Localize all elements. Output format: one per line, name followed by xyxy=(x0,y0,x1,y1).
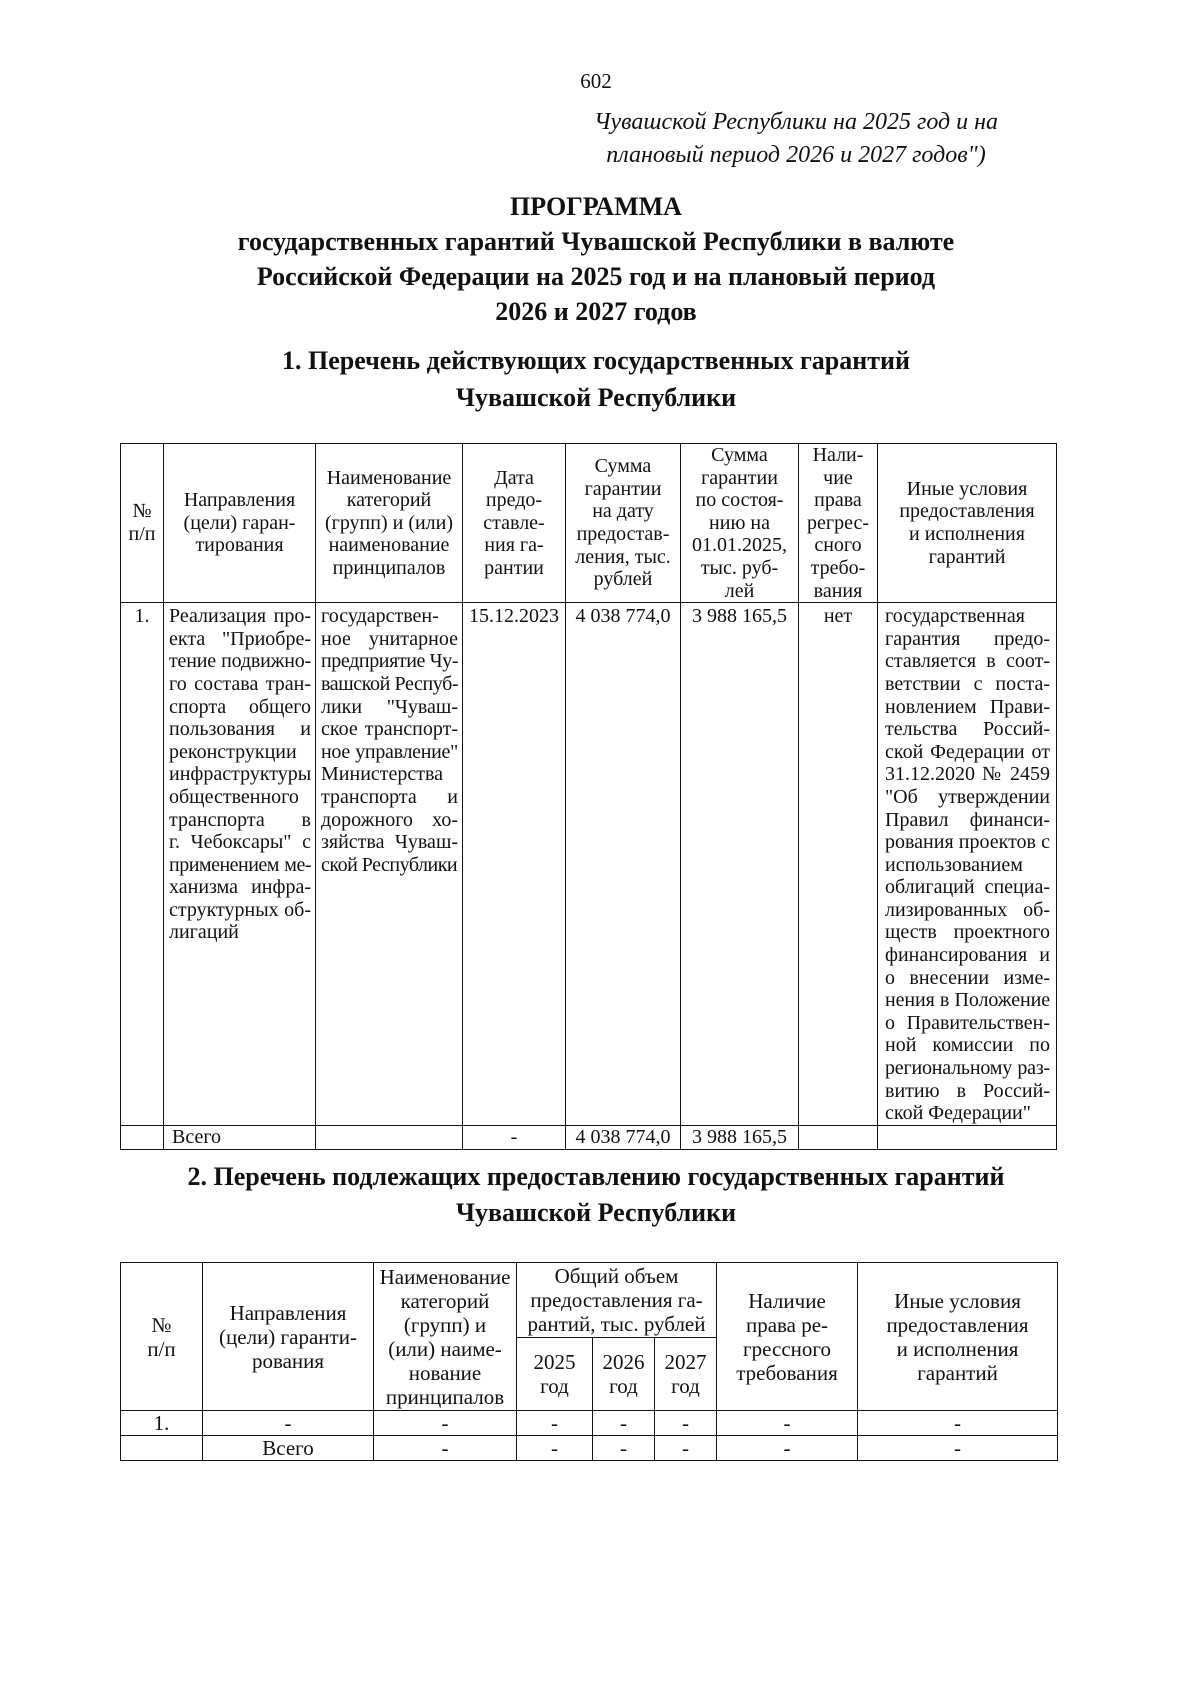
cell-year-2026: - xyxy=(593,1411,655,1436)
cell-text-line: предприятие Чу- xyxy=(321,650,459,673)
header-text-line: Иные условия xyxy=(906,477,1028,500)
header-amount-current xyxy=(681,444,799,603)
cell-direction xyxy=(164,603,316,1126)
header-text-line: сного xyxy=(814,534,862,557)
header-year-2025 xyxy=(517,1338,593,1411)
cell-recourse: - xyxy=(717,1411,858,1436)
cell-date: 15.12.2023 xyxy=(463,603,566,1126)
total-principal: - xyxy=(374,1436,517,1461)
title-line: государственных гарантий Чувашской Республики в валюте xyxy=(237,227,955,256)
header-text-line: грессного xyxy=(743,1336,831,1361)
cell-number: 1. xyxy=(121,1411,203,1436)
cell-principal xyxy=(316,603,463,1126)
header-text-line: вания xyxy=(813,579,863,602)
total-year-2025: - xyxy=(517,1436,593,1461)
header-text-line: ления, тыс. xyxy=(575,545,671,568)
header-text-line: предоставления га- xyxy=(530,1288,703,1312)
header-text-line: (цели) гаранти- xyxy=(219,1324,357,1349)
header-year-2027 xyxy=(655,1338,717,1411)
header-text-line: Направления xyxy=(183,489,296,512)
cell-year-2025: - xyxy=(517,1411,593,1436)
cell-text-line: Реализация про- xyxy=(169,605,311,628)
cell-text-line: ветствии с поста- xyxy=(885,672,1050,695)
section-1-heading xyxy=(0,342,1192,416)
title-line: 2026 и 2027 годов xyxy=(495,297,697,326)
cell-text-line: Правил финанси- xyxy=(885,808,1050,831)
header-row xyxy=(121,444,1057,603)
cell-text-line: дорожного хо- xyxy=(321,808,458,831)
header-text-line: Направления xyxy=(229,1300,347,1325)
header-text-line: рублей xyxy=(593,568,653,591)
header-text-line: ставле- xyxy=(483,511,545,534)
existing-guarantees-table xyxy=(120,443,1057,1150)
header-text-line: № xyxy=(151,1312,172,1337)
total-date: - xyxy=(463,1126,566,1150)
header-text-line: на дату xyxy=(592,500,654,523)
total-row xyxy=(121,1436,1058,1461)
header-text-line: Сумма xyxy=(711,444,768,466)
total-amount-current: 3 988 165,5 xyxy=(681,1126,799,1150)
cell-text-line: лики "Чуваш- xyxy=(321,695,458,718)
header-text-line: Иные условия xyxy=(894,1288,1021,1313)
header-text-line: категорий xyxy=(400,1288,490,1313)
header-note-line: плановый период 2026 и 2027 годов") xyxy=(606,142,986,168)
cell-text-line: транспорта в xyxy=(169,808,311,831)
header-text-line: год xyxy=(540,1374,569,1398)
header-text-line: 2026 xyxy=(602,1350,645,1374)
header-text-line: год xyxy=(671,1374,700,1398)
header-text-line: год xyxy=(609,1374,638,1398)
cell-text-line: ставляется в соот- xyxy=(885,650,1050,673)
cell-text-line: тение подвижно- xyxy=(169,650,311,673)
cell-amount-initial: 4 038 774,0 xyxy=(566,603,681,1126)
cell-recourse: нет xyxy=(799,603,878,1126)
header-direction xyxy=(203,1263,374,1411)
cell-empty xyxy=(121,1126,164,1150)
header-other-terms xyxy=(878,444,1057,603)
cell-text-line: "Об утверждении xyxy=(885,785,1050,808)
header-text-line: 2025 xyxy=(533,1350,576,1374)
header-text-line: категорий xyxy=(346,489,432,512)
header-text-line: (групп) и (или) xyxy=(324,511,454,534)
cell-text-line: ществ проектного xyxy=(885,921,1050,944)
cell-text-line: ханизма инфра- xyxy=(169,876,311,899)
cell-text-line: ской Федерации от xyxy=(885,740,1050,763)
header-text-line: гарантий xyxy=(917,1360,998,1385)
header-recourse xyxy=(799,444,878,603)
section-heading-line: Чувашской Республики xyxy=(455,1198,737,1227)
cell-other-terms: - xyxy=(858,1411,1058,1436)
header-text-line: предостав- xyxy=(576,523,670,546)
cell-text-line: 31.12.2020 № 2459 xyxy=(885,763,1050,786)
table-row xyxy=(121,1411,1058,1436)
cell-text-line: о внесении изме- xyxy=(885,966,1050,989)
cell-direction: - xyxy=(203,1411,374,1436)
header-year-2026 xyxy=(593,1338,655,1411)
title-main: ПРОГРАММА xyxy=(510,192,682,221)
title-line: Российской Федерации на 2025 год и на плановый период xyxy=(256,262,936,291)
header-text-line: права xyxy=(814,489,862,512)
header-text-line: рования xyxy=(251,1348,325,1373)
cell-text-line: пользования и xyxy=(169,718,311,741)
header-text-line: Нали- xyxy=(812,444,864,466)
cell-text-line: ской Республики xyxy=(321,853,458,876)
cell-text-line: спорта общего xyxy=(169,695,311,718)
header-text-line: требования xyxy=(736,1360,838,1385)
header-principal xyxy=(374,1263,517,1411)
cell-text-line: использованием xyxy=(885,853,1023,876)
header-text-line: регрес- xyxy=(807,511,869,534)
header-recourse xyxy=(717,1263,858,1411)
header-text-line: (или) наиме- xyxy=(388,1336,502,1361)
header-text-line: предоставления xyxy=(886,1312,1029,1337)
cell-text-line: вашской Респуб- xyxy=(321,672,459,695)
header-note xyxy=(560,106,1032,172)
header-text-line: чие xyxy=(823,466,853,489)
header-other-terms xyxy=(858,1263,1058,1411)
cell-text-line: ное управление" xyxy=(321,740,458,763)
header-text-line: 2027 xyxy=(664,1350,707,1374)
cell-text-line: региональному раз- xyxy=(885,1057,1050,1080)
section-heading-line: 1. Перечень действующих государственных гарантий xyxy=(282,346,910,375)
cell-text-line: государствен- xyxy=(321,605,439,628)
header-volume-group xyxy=(517,1263,717,1338)
cell-year-2027: - xyxy=(655,1411,717,1436)
cell-other-terms xyxy=(878,603,1057,1126)
cell-text-line: ной комиссии по xyxy=(885,1034,1050,1057)
header-text-line: принципалов xyxy=(332,556,446,579)
header-row xyxy=(121,1263,1058,1338)
header-text-line: требо- xyxy=(810,556,866,579)
header-text-line: предо- xyxy=(485,489,543,512)
section-heading-line: 2. Перечень подлежащих предоставлению государственных гарантий xyxy=(187,1162,1005,1191)
page-number: 602 xyxy=(580,69,612,93)
header-number xyxy=(121,1263,203,1411)
header-note-line: Чувашской Республики на 2025 год и на xyxy=(593,109,999,135)
cell-text-line: о Правительствен- xyxy=(885,1011,1050,1034)
header-direction xyxy=(164,444,316,603)
total-label: Всего xyxy=(203,1436,374,1461)
cell-text-line: нения в Положение xyxy=(885,989,1050,1012)
header-text-line: гарантии xyxy=(584,477,662,500)
header-text-line: № xyxy=(132,500,152,523)
cell-text-line: го состава тран- xyxy=(169,672,311,695)
header-text-line: гарантий xyxy=(928,545,1006,568)
cell-text-line: финансирования и xyxy=(885,944,1050,967)
header-text-line: нование xyxy=(408,1360,482,1385)
header-text-line: ния га- xyxy=(484,534,544,557)
header-text-line: Наименование xyxy=(326,466,452,489)
cell-text-line: транспорта и xyxy=(321,785,458,808)
header-text-line: нию на xyxy=(709,511,770,534)
table-row xyxy=(121,603,1057,1126)
header-text-line: (групп) и xyxy=(403,1312,487,1337)
cell-text-line: облигаций специа- xyxy=(885,876,1050,899)
header-text-line: принципалов xyxy=(385,1384,505,1409)
cell-text-line: ское транспорт- xyxy=(321,718,458,741)
cell-text-line: рования проектов с xyxy=(885,831,1050,854)
header-amount-initial xyxy=(566,444,681,603)
cell-text-line: государственная xyxy=(885,605,1025,628)
cell-empty xyxy=(121,1436,203,1461)
header-text-line: рантий, тыс. рублей xyxy=(527,1312,706,1336)
header-text-line: предоставления xyxy=(899,500,1035,523)
cell-text-line: общественного xyxy=(169,785,299,808)
header-text-line: тирования xyxy=(195,534,284,557)
cell-empty xyxy=(316,1126,463,1150)
section-heading-line: Чувашской Республики xyxy=(455,383,737,412)
header-text-line: по состоя- xyxy=(695,489,784,512)
header-text-line: 01.01.2025, xyxy=(692,534,787,557)
cell-text-line: новлением Прави- xyxy=(885,695,1050,718)
cell-text-line: инфраструктуры xyxy=(169,763,312,786)
header-text-line: права ре- xyxy=(745,1312,829,1337)
cell-text-line: ской Федерации" xyxy=(885,1102,1031,1125)
cell-text-line: ное унитарное xyxy=(321,627,458,650)
total-label: Всего xyxy=(164,1126,316,1150)
header-text-line: п/п xyxy=(147,1336,176,1361)
section-2-heading xyxy=(0,1159,1192,1231)
header-text-line: п/п xyxy=(128,523,156,546)
header-text-line: и исполнения xyxy=(909,523,1025,546)
header-text-line: тыс. руб- xyxy=(700,556,779,579)
cell-text-line: Министерства xyxy=(321,763,444,786)
header-text-line: Наличие xyxy=(748,1288,826,1313)
header-number xyxy=(121,444,164,603)
cell-text-line: реконструкции xyxy=(169,740,297,763)
cell-text-line: гарантия предо- xyxy=(885,627,1050,650)
cell-amount-current: 3 988 165,5 xyxy=(681,603,799,1126)
cell-text-line: структурных об- xyxy=(169,898,311,921)
cell-number: 1. xyxy=(121,603,164,1126)
cell-text-line: тельства Россий- xyxy=(885,718,1050,741)
total-year-2027: - xyxy=(655,1436,717,1461)
header-text-line: и исполнения xyxy=(896,1336,1019,1361)
document-title xyxy=(0,189,1192,329)
cell-text-line: витию в Россий- xyxy=(885,1079,1050,1102)
header-text-line: Сумма xyxy=(594,455,652,478)
header-principal xyxy=(316,444,463,603)
planned-guarantees-table xyxy=(120,1262,1058,1461)
header-text-line: (цели) гаран- xyxy=(183,511,296,534)
total-other-terms: - xyxy=(858,1436,1058,1461)
total-amount-initial: 4 038 774,0 xyxy=(566,1126,681,1150)
header-text-line: Дата xyxy=(494,466,534,489)
total-year-2026: - xyxy=(593,1436,655,1461)
cell-text-line: екта "Приобре- xyxy=(169,627,311,650)
header-text-line: лей xyxy=(724,579,755,602)
header-text-line: Наименование xyxy=(379,1264,511,1289)
cell-principal: - xyxy=(374,1411,517,1436)
cell-text-line: применением ме- xyxy=(169,853,311,876)
cell-empty xyxy=(878,1126,1057,1150)
total-row xyxy=(121,1126,1057,1150)
header-text-line: гарантии xyxy=(701,466,778,489)
cell-text-line: лизированных об- xyxy=(885,898,1050,921)
cell-empty xyxy=(799,1126,878,1150)
total-recourse: - xyxy=(717,1436,858,1461)
cell-text-line: зяйства Чуваш- xyxy=(321,831,458,854)
cell-text-line: лигаций xyxy=(169,921,239,944)
header-text-line: рантии xyxy=(484,556,544,579)
header-text-line: наименование xyxy=(328,534,450,557)
header-text-line: Общий объем xyxy=(554,1264,679,1288)
header-date xyxy=(463,444,566,603)
cell-text-line: г. Чебоксары" с xyxy=(169,831,311,854)
